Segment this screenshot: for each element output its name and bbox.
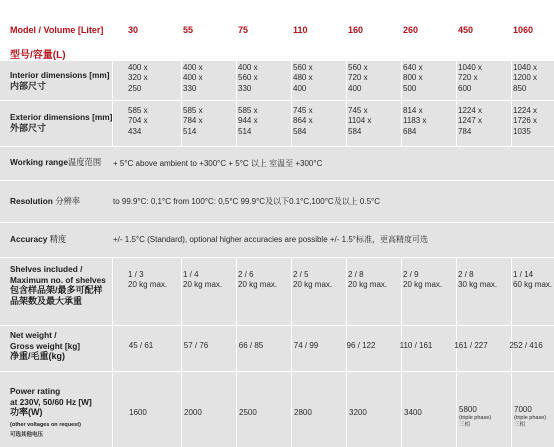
model-header-75: 75 [238, 25, 249, 35]
interior-cell-110: 560 x 480 x 400 [293, 63, 313, 93]
column-separator [181, 258, 182, 447]
column-separator [511, 258, 512, 447]
exterior-cell-55: 585 x 784 x 514 [183, 106, 203, 136]
column-separator [456, 61, 457, 146]
column-separator [291, 61, 292, 146]
column-separator [346, 258, 347, 447]
exterior-cell-110: 745 x 864 x 584 [293, 106, 313, 136]
power-cell-260 [404, 408, 422, 418]
weight-cell-160: 96 / 122 [346, 341, 376, 350]
exterior-cell-30: 585 x 704 x 434 [128, 106, 148, 136]
interior-cell-1060: 1040 x 1200 x 850 [513, 63, 538, 93]
power-value: 7000 [514, 405, 532, 414]
power-value: 2500 [239, 408, 257, 417]
shelves-cell-160: 2 / 8 20 kg max. [348, 270, 388, 290]
interior-cell-55: 400 x 400 x 330 [183, 63, 203, 93]
exterior-cell-450: 1224 x 1247 x 784 [458, 106, 483, 136]
power-label-line-2: at 230V, 50/60 Hz [W] [10, 396, 92, 407]
column-separator [401, 258, 402, 447]
weight-cell-260: 110 / 161 [399, 341, 433, 350]
power-value: 5800 [459, 405, 477, 414]
model-header-450: 450 [458, 25, 474, 35]
power-value: 2000 [184, 408, 202, 417]
shelves-cell-450: 2 / 8 30 kg max. [458, 270, 498, 290]
model-header-110: 110 [293, 25, 308, 35]
column-separator [401, 61, 402, 146]
power-label-note-en: (other voltages on request) [10, 421, 81, 428]
accuracy-value: +/- 1.5°C (Standard), optional higher accuracies are possible +/- 1.5°标准，更高精度可选 [113, 235, 428, 244]
power-value: 1600 [129, 408, 147, 417]
shelves-label [10, 264, 120, 306]
interior-cell-260: 640 x 800 x 500 [403, 63, 423, 93]
working-range-label-zh: 温度范围 [67, 157, 102, 167]
shelves-label-line-2: Maximum no. of shelves [10, 274, 106, 285]
model-volume-label-zh: 型号/容量(L) [10, 50, 66, 61]
weight-cell-75: 66 / 85 [238, 341, 264, 350]
power-cell-160 [349, 408, 367, 418]
interior-cell-75: 400 x 560 x 330 [238, 63, 258, 93]
weight-cell-110: 74 / 99 [293, 341, 319, 350]
working-range-label-en: Working range [10, 157, 68, 167]
accuracy-label [10, 234, 120, 245]
power-label-note-zh: 可选其他电压 [10, 432, 44, 438]
column-separator [291, 258, 292, 447]
power-cell-450 [459, 405, 491, 428]
model-header-55: 55 [183, 25, 194, 35]
power-cell-75 [239, 408, 257, 418]
interior-cell-160: 560 x 720 x 400 [348, 63, 368, 93]
power-note: (triple phase) 三相 [514, 415, 547, 428]
power-value: 2800 [294, 408, 312, 417]
column-separator [181, 61, 182, 146]
exterior-label-en: Exterior dimensions [mm] [10, 112, 113, 122]
exterior-cell-1060: 1224 x 1726 x 1035 [513, 106, 538, 136]
exterior-cell-75: 585 x 944 x 514 [238, 106, 258, 136]
column-separator [456, 258, 457, 447]
shelves-label-line-1: Shelves included / [10, 264, 83, 274]
interior-label-zh: 内部尺寸 [10, 80, 47, 91]
power-cell-1060 [514, 405, 546, 428]
column-separator [236, 61, 237, 146]
shelves-cell-30: 1 / 3 20 kg max. [128, 270, 168, 290]
working-range-label [10, 157, 110, 168]
shelves-label-line-3: 包含样品架/最多可配样 [10, 285, 103, 295]
power-value: 3400 [404, 408, 422, 417]
exterior-label-zh: 外部尺寸 [10, 122, 47, 133]
accuracy-label-zh: 精度 [49, 234, 67, 244]
weight-label-line-2: Gross weight [kg] [10, 340, 81, 351]
shelves-cell-75: 2 / 6 20 kg max. [238, 270, 278, 290]
weight-cell-450: 161 / 227 [454, 341, 488, 350]
column-separator [511, 61, 512, 146]
working-range-value: + 5°C above ambient to +300°C + 5°C 以上 室温至 +300°C [113, 159, 323, 168]
exterior-cell-160: 745 x 1104 x 584 [348, 106, 372, 136]
model-header-30: 30 [128, 25, 139, 35]
weight-label-line-1: Net weight / [10, 330, 57, 340]
power-note: (triple phase) 三相 [459, 415, 492, 428]
power-value: 3200 [349, 408, 367, 417]
model-header-260: 260 [403, 25, 419, 35]
shelves-label-line-4: 品架数及最大承重 [10, 295, 83, 306]
shelves-cell-260: 2 / 9 20 kg max. [403, 270, 443, 290]
resolution-label-zh: 分辨率 [55, 196, 81, 206]
power-label-line-3: 功率(W) [10, 407, 43, 417]
weight-cell-1060: 252 / 416 [509, 341, 543, 350]
power-label [10, 386, 120, 439]
resolution-label-en: Resolution [10, 196, 53, 206]
resolution-value: to 99.9°C: 0,1°C from 100°C: 0,5°C 99.9°C及以下0.1°C,100°C及以上 0.5°C [113, 197, 381, 206]
exterior-dimensions-label [10, 112, 120, 133]
interior-cell-30: 400 x 320 x 250 [128, 63, 148, 93]
power-cell-110 [294, 408, 312, 418]
shelves-cell-1060: 1 / 14 60 kg max. [513, 270, 553, 290]
accuracy-label-en: Accuracy [10, 234, 48, 244]
column-separator [236, 258, 237, 447]
weight-label-line-3: 净重/毛重(kg) [10, 351, 65, 361]
shelves-cell-110: 2 / 5 20 kg max. [293, 270, 333, 290]
weight-label [10, 330, 120, 362]
exterior-cell-260: 814 x 1183 x 684 [403, 106, 427, 136]
weight-cell-30: 45 / 61 [128, 341, 154, 350]
resolution-label [10, 196, 120, 207]
model-header-1060: 1060 [513, 25, 534, 35]
model-volume-label: Model / Volume [Liter] [10, 25, 104, 35]
power-cell-30 [129, 408, 147, 418]
shelves-cell-55: 1 / 4 20 kg max. [183, 270, 223, 290]
model-header-160: 160 [348, 25, 364, 35]
column-separator [346, 61, 347, 146]
interior-dimensions-label [10, 70, 120, 91]
power-cell-55 [184, 408, 202, 418]
weight-cell-55: 57 / 76 [183, 341, 209, 350]
interior-label-en: Interior dimensions [mm] [10, 70, 110, 80]
interior-cell-450: 1040 x 720 x 600 [458, 63, 483, 93]
power-label-line-1: Power rating [10, 386, 61, 396]
